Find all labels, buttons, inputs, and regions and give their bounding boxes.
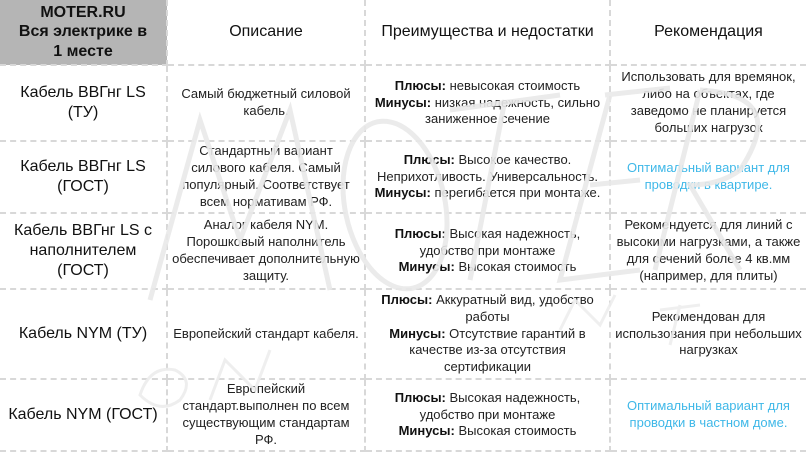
- table-row: [0, 141, 806, 213]
- cable-description: Стандартный вариант силового кабеля. Самый популярный. Соответствует всем нормативам РФ.: [167, 141, 365, 213]
- cable-name: Кабель ВВГнг LS с наполнителем (ГОСТ): [0, 213, 167, 289]
- brand-tagline: Вся электрике в 1 месте: [18, 23, 148, 60]
- cable-recommendation: Рекомендован для использования при небольших нагрузках: [610, 289, 806, 379]
- cons-text: Высокая стоимость: [458, 423, 577, 439]
- cable-recommendation: Оптимальный вариант для проводки в частном доме.: [610, 379, 806, 451]
- cons-text: низкая надежность, сильно заниженное сечение: [425, 94, 601, 127]
- pros-text: Аккуратный вид, удобство работы: [436, 291, 594, 324]
- table-row: [0, 213, 806, 289]
- pros-cons-cell: [365, 65, 610, 141]
- pros-label: Плюсы:: [394, 389, 446, 405]
- pros-text: невысокая стоимость: [449, 77, 581, 93]
- table-row: [0, 379, 806, 451]
- cons-label: Минусы:: [398, 259, 455, 275]
- cable-description: Европейский стандарт.выполнен по всем существующим стандартам РФ.: [167, 379, 365, 451]
- pros-text: Высокое качество. Неприхотливость. Универсальность.: [376, 151, 599, 184]
- pros-label: Плюсы:: [381, 291, 433, 307]
- cable-name: Кабель NYM (ГОСТ): [0, 379, 167, 451]
- cable-description: Аналог кабеля NYM. Порошковый наполнитель обеспечивает дополнительную защиту.: [167, 213, 365, 289]
- pros-text: Высокая надежность, удобство при монтаже: [419, 389, 581, 422]
- cable-name: Кабель ВВГнг LS (ТУ): [0, 65, 167, 141]
- pros-label: Плюсы:: [394, 77, 446, 93]
- pros-cons-cell: [365, 141, 610, 213]
- pros-label: Плюсы:: [403, 151, 455, 167]
- header-recommendation: Рекомендация: [610, 0, 806, 65]
- brand-name: MOTER.RU: [40, 4, 126, 22]
- pros-text: Высокая надежность, удобство при монтаже: [419, 225, 581, 258]
- header-pros-cons: Преимущества и недостатки: [365, 0, 610, 65]
- cons-text: Высокая стоимость: [458, 259, 577, 275]
- cable-name: Кабель NYM (ТУ): [0, 289, 167, 379]
- cable-recommendation: Использовать для времянок, либо на объектах, где заведомо не планируется больших нагрузок: [610, 65, 806, 141]
- table-header-row: [0, 0, 806, 65]
- pros-cons-cell: [365, 379, 610, 451]
- cable-description: Самый бюджетный силовой кабель.: [167, 65, 365, 141]
- cons-text: перегибается при монтаже.: [434, 185, 601, 201]
- cable-description: Европейский стандарт кабеля.: [167, 289, 365, 379]
- cons-label: Минусы:: [398, 423, 455, 439]
- table-row: [0, 65, 806, 141]
- pros-cons-cell: [365, 213, 610, 289]
- cons-label: Минусы:: [374, 185, 431, 201]
- brand-cell: [0, 0, 167, 65]
- table-row: [0, 289, 806, 379]
- header-description: Описание: [167, 0, 365, 65]
- cable-recommendation: Оптимальный вариант для проводки в квартире.: [610, 141, 806, 213]
- cons-label: Минусы:: [374, 94, 432, 110]
- cons-label: Минусы:: [389, 325, 446, 341]
- pros-cons-cell: [365, 289, 610, 379]
- cons-text: Отсутствие гарантий в качестве из-за отсутствия сертификации: [409, 325, 586, 375]
- cable-name: Кабель ВВГнг LS (ГОСТ): [0, 141, 167, 213]
- cable-recommendation: Рекомендуется для линий с высокими нагрузками, а также для сечений более 4 кв.мм (например, для плиты): [610, 213, 806, 289]
- pros-label: Плюсы:: [394, 225, 446, 241]
